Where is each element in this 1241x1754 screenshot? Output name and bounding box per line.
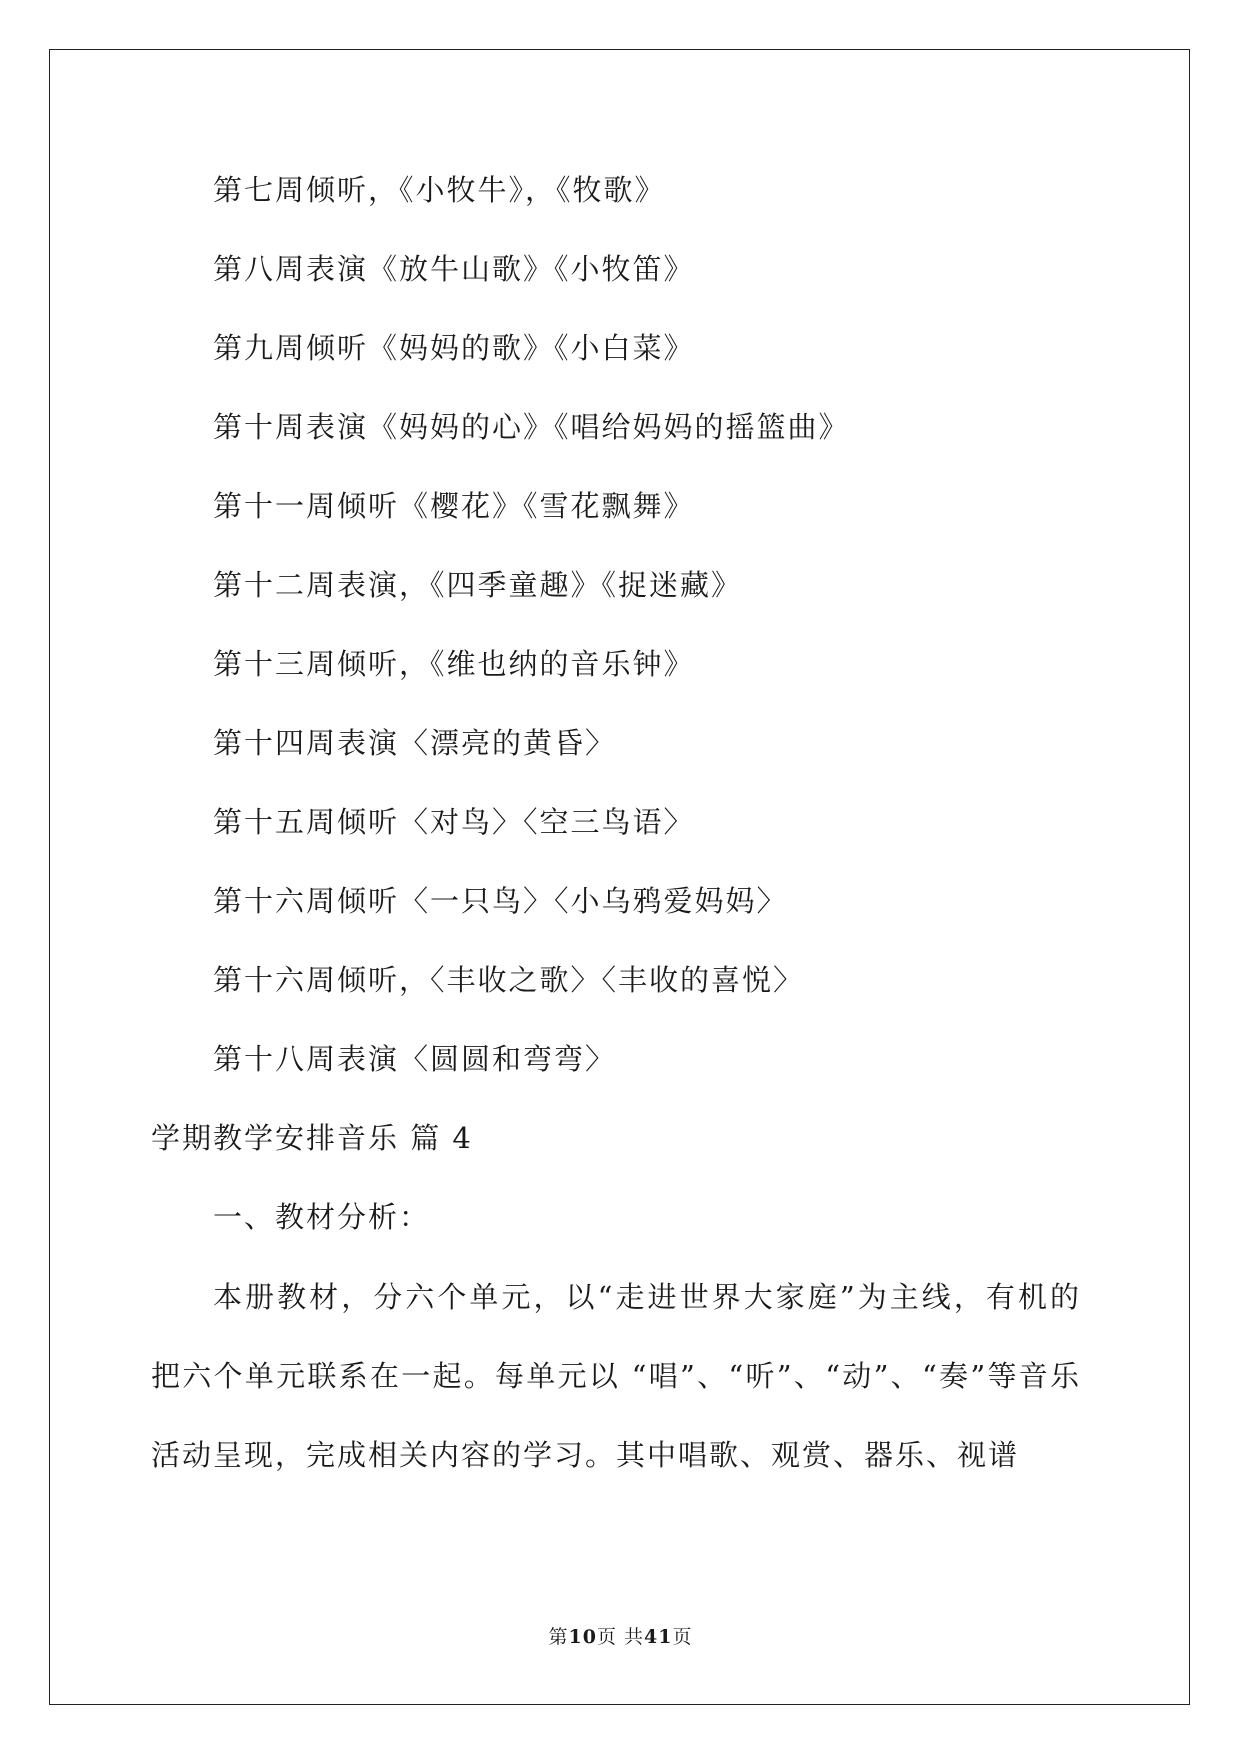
page-footer — [0, 1622, 1241, 1649]
footer-middle: 页 共 — [596, 1626, 645, 1648]
schedule-line-week11: 第十一周倾听《樱花》《雪花飘舞》 — [213, 489, 695, 523]
schedule-line-week9: 第九周倾听《妈妈的歌》《小白菜》 — [213, 331, 695, 365]
schedule-line-week16b: 第十六周倾听，〈丰收之歌〉〈丰收的喜悦〉 — [213, 963, 805, 997]
footer-current-page: 10 — [568, 1626, 597, 1648]
schedule-line-week13: 第十三周倾听，《维也纳的音乐钟》 — [213, 647, 695, 681]
section-title: 学期教学安排音乐 篇 4 — [151, 1121, 473, 1155]
schedule-line-week7: 第七周倾听，《小牧牛》，《牧歌》 — [213, 173, 666, 207]
subheading: 一、教材分析： — [213, 1200, 431, 1234]
footer-suffix: 页 — [672, 1626, 693, 1648]
schedule-line-week12: 第十二周表演，《四季童趣》《捉迷藏》 — [213, 568, 743, 602]
schedule-line-week10: 第十周表演《妈妈的心》《唱给妈妈的摇篮曲》 — [213, 410, 850, 444]
schedule-line-week15: 第十五周倾听〈对鸟〉〈空三鸟语〉 — [213, 805, 695, 839]
footer-prefix: 第 — [548, 1626, 569, 1648]
schedule-line-week18: 第十八周表演〈圆圆和弯弯〉 — [213, 1042, 617, 1076]
schedule-line-week16a: 第十六周倾听〈一只鸟〉〈小乌鸦爱妈妈〉 — [213, 884, 788, 918]
body-paragraph: 本册教材，分六个单元，以“走进世界大家庭”为主线，有机的把六个单元联系在一起。每单元以 “唱”、“听”、“动”、“奏”等音乐活动呈现，完成相关内容的学习。其中唱歌、观赏、器乐、视谱 — [151, 1280, 1081, 1472]
schedule-line-week8: 第八周表演《放牛山歌》《小牧笛》 — [213, 252, 695, 286]
footer-total-pages: 41 — [644, 1626, 673, 1648]
schedule-line-week14: 第十四周表演〈漂亮的黄昏〉 — [213, 726, 617, 760]
